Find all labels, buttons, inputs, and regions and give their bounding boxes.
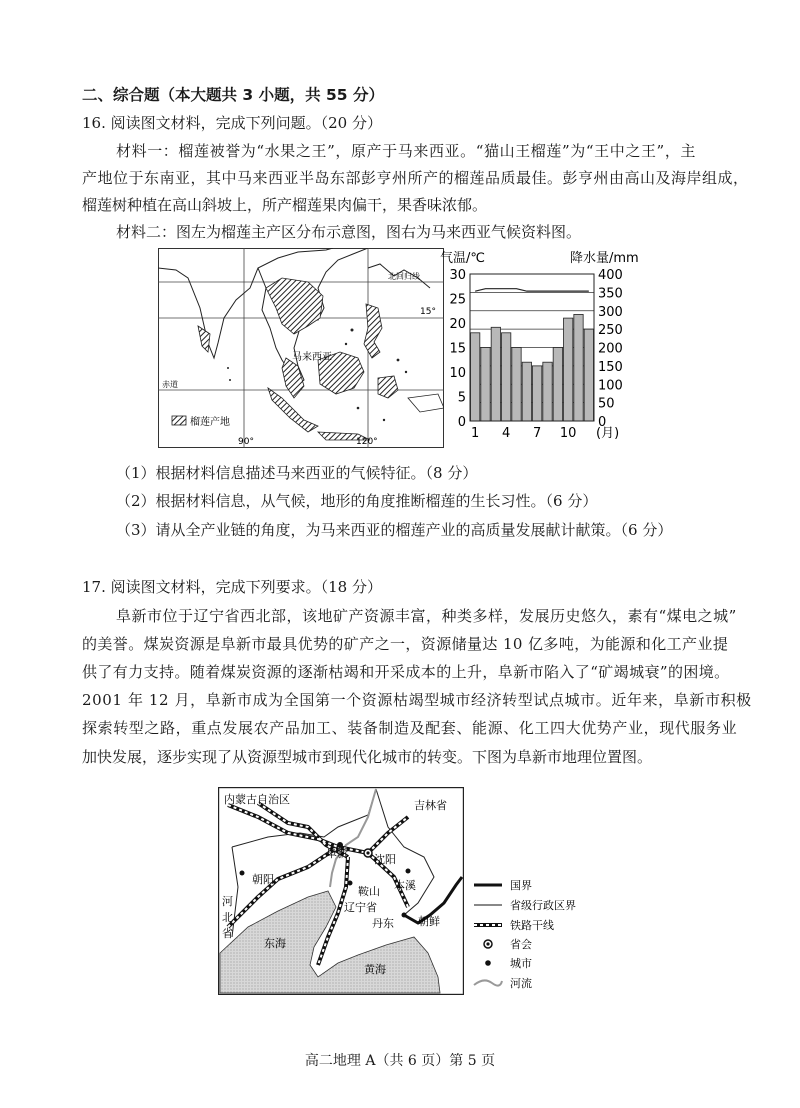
right-tick-label: 250 [598,323,623,339]
q17-paragraph-line2: 的美誉。煤炭资源是阜新市最具优势的矿产之一，资源储量达 10 亿多吨，为能源和化工产业提 [82,635,729,653]
label-fuxin: 阜新 [326,847,348,860]
section-heading: 二、综合题（本大题共 3 小题，共 55 分） [82,86,384,104]
legend-durian-label: 榴莲产地 [190,417,230,428]
q17-paragraph-line3: 供了有力支持。随着煤炭资源的逐渐枯竭和开采成本的上升，阜新市陷入了“矿竭城衰”的困境。 [82,663,730,681]
label-anshan: 鞍山 [358,885,380,898]
q17-paragraph-line5: 探索转型之路，重点发展农产品加工、装备制造及配套、能源、化工四大优势产业，现代服务业 [82,719,738,737]
precip-bar [574,314,583,421]
right-tick-label: 0 [598,415,607,430]
left-tick-label: 10 [449,366,466,381]
q16-question-2: （2）根据材料信息，从气候，地形的角度推断榴莲的生长习性。（6 分） [116,492,598,510]
right-tick-label: 300 [598,304,623,320]
left-tick-label: 20 [449,317,466,332]
page-footer: 高二地理 A（共 6 页）第 5 页 [304,1053,496,1069]
durian-distribution-map [158,248,444,448]
legend-city-symbol [485,960,491,966]
legend-river: 河流 [510,977,532,990]
right-tick-label: 150 [598,359,623,375]
lon120-label: 120° [356,437,378,447]
q16-stem: 16. 阅读图文材料，完成下列问题。（20 分） [82,114,382,132]
left-tick-label: 0 [457,415,466,430]
precip-bar [491,327,500,421]
q16-material1-line1: 材料一：榴莲被誉为“水果之王”，原产于马来西亚。“猫山王榴莲”为“王中之王”，主 [116,142,697,160]
chaoyang-dot [240,871,245,876]
q17-stem: 17. 阅读图文材料，完成下列要求。（18 分） [82,578,382,596]
fuxin-location-map [218,787,464,995]
label-shenyang: 沈阳 [374,853,396,866]
label-liaoning: 辽宁省 [344,901,377,914]
label-inner-mongolia: 内蒙古自治区 [224,793,290,806]
x-tick-label: 7 [533,426,542,441]
left-tick-label: 15 [449,341,466,357]
precip-bar [553,348,562,422]
precip-bar [543,362,552,421]
right-tick-label: 350 [598,286,623,302]
bars-layer [471,314,594,421]
legend-river-symbol [474,980,502,985]
precip-bar [481,348,490,422]
temp-layer [475,289,589,291]
label-hebei-3: 省 [222,927,233,940]
x-unit-label: (月) [596,426,620,441]
q16-material2: 材料二：图左为榴莲主产区分布示意图，图右为马来西亚气候资料图。 [116,223,582,241]
tropic-label: 北回归线 [388,272,420,281]
malaysia-climate-chart [440,246,670,448]
precip-bar [471,333,480,421]
label-benxi: 本溪 [394,879,416,892]
right-tick-label: 400 [598,268,623,283]
left-tick-label: 25 [449,292,466,308]
left-axis-label: 气温/℃ [440,251,485,266]
right-axis-label: 降水量/mm [570,251,639,266]
lat15-label: 15° [420,307,436,317]
q17-paragraph-line6: 加快发展，逐步实现了从资源型城市到现代化城市的转变。下图为阜新市地理位置图。 [82,748,653,766]
x-tick-label: 4 [502,426,511,441]
precip-bar [512,348,521,422]
legend-durian-swatch [172,416,186,425]
precip-bar [584,329,593,421]
left-tick-label: 5 [457,390,466,406]
q17-paragraph-line4: 2001 年 12 月，阜新市成为全国第一个资源枯竭型城市经济转型试点城市。近年来，阜新市积极 [82,691,752,709]
dandong-dot [402,913,407,918]
q16-material1-line3: 榴莲树种植在高山斜坡上，所产榴莲果肉偏干，果香味浓郁。 [82,196,488,214]
legend-province-border: 省级行政区界 [510,899,576,912]
label-hebei-2: 北 [222,911,233,924]
q16-question-3: （3）请从全产业链的角度，为马来西亚的榴莲产业的高质量发展献计献策。（6 分） [116,521,673,539]
x-tick-label: 10 [559,426,577,441]
q16-material1-line2: 产地位于东南亚，其中马来西亚半岛东部彭亨州所产的榴莲品质最佳。彭亨州由高山及海岸组成， [82,169,749,187]
label-hebei-1: 河 [222,895,233,908]
fuxin-map-legend [472,875,582,995]
equator-label: 赤道 [162,380,178,389]
legend-railway: 铁路干线 [510,919,554,932]
precip-bar [564,318,573,421]
label-jilin: 吉林省 [414,799,447,812]
precip-bar [502,333,511,421]
anshan-dot [348,881,353,886]
label-dandong: 丹东 [372,917,394,930]
right-tick-label: 100 [598,378,623,394]
right-tick-label: 200 [598,341,623,357]
label-chaoyang: 朝阳 [252,873,274,886]
legend-national-border: 国界 [510,879,532,892]
x-tick-label: 1 [471,426,480,441]
precip-bar [533,366,542,421]
precip-bar [522,362,531,421]
label-korea: 朝鲜 [418,915,440,928]
right-tick-label: 50 [598,396,615,412]
lon90-label: 90° [238,437,254,447]
temperature-line [475,289,589,291]
legend-city: 城市 [510,957,532,970]
legend-capital: 省会 [510,938,532,951]
label-donghai: 东海 [264,937,286,950]
q16-question-1: （1）根据材料信息描述马来西亚的气候特征。（8 分） [116,464,478,482]
left-tick-label: 30 [449,268,466,283]
q17-paragraph-line1: 阜新市位于辽宁省西北部，该地矿产资源丰富，种类多样，发展历史悠久，素有“煤电之城” [116,607,737,625]
malaysia-label: 马来西亚 [292,352,332,363]
label-huanghai: 黄海 [364,963,386,976]
benxi-dot [406,869,411,874]
